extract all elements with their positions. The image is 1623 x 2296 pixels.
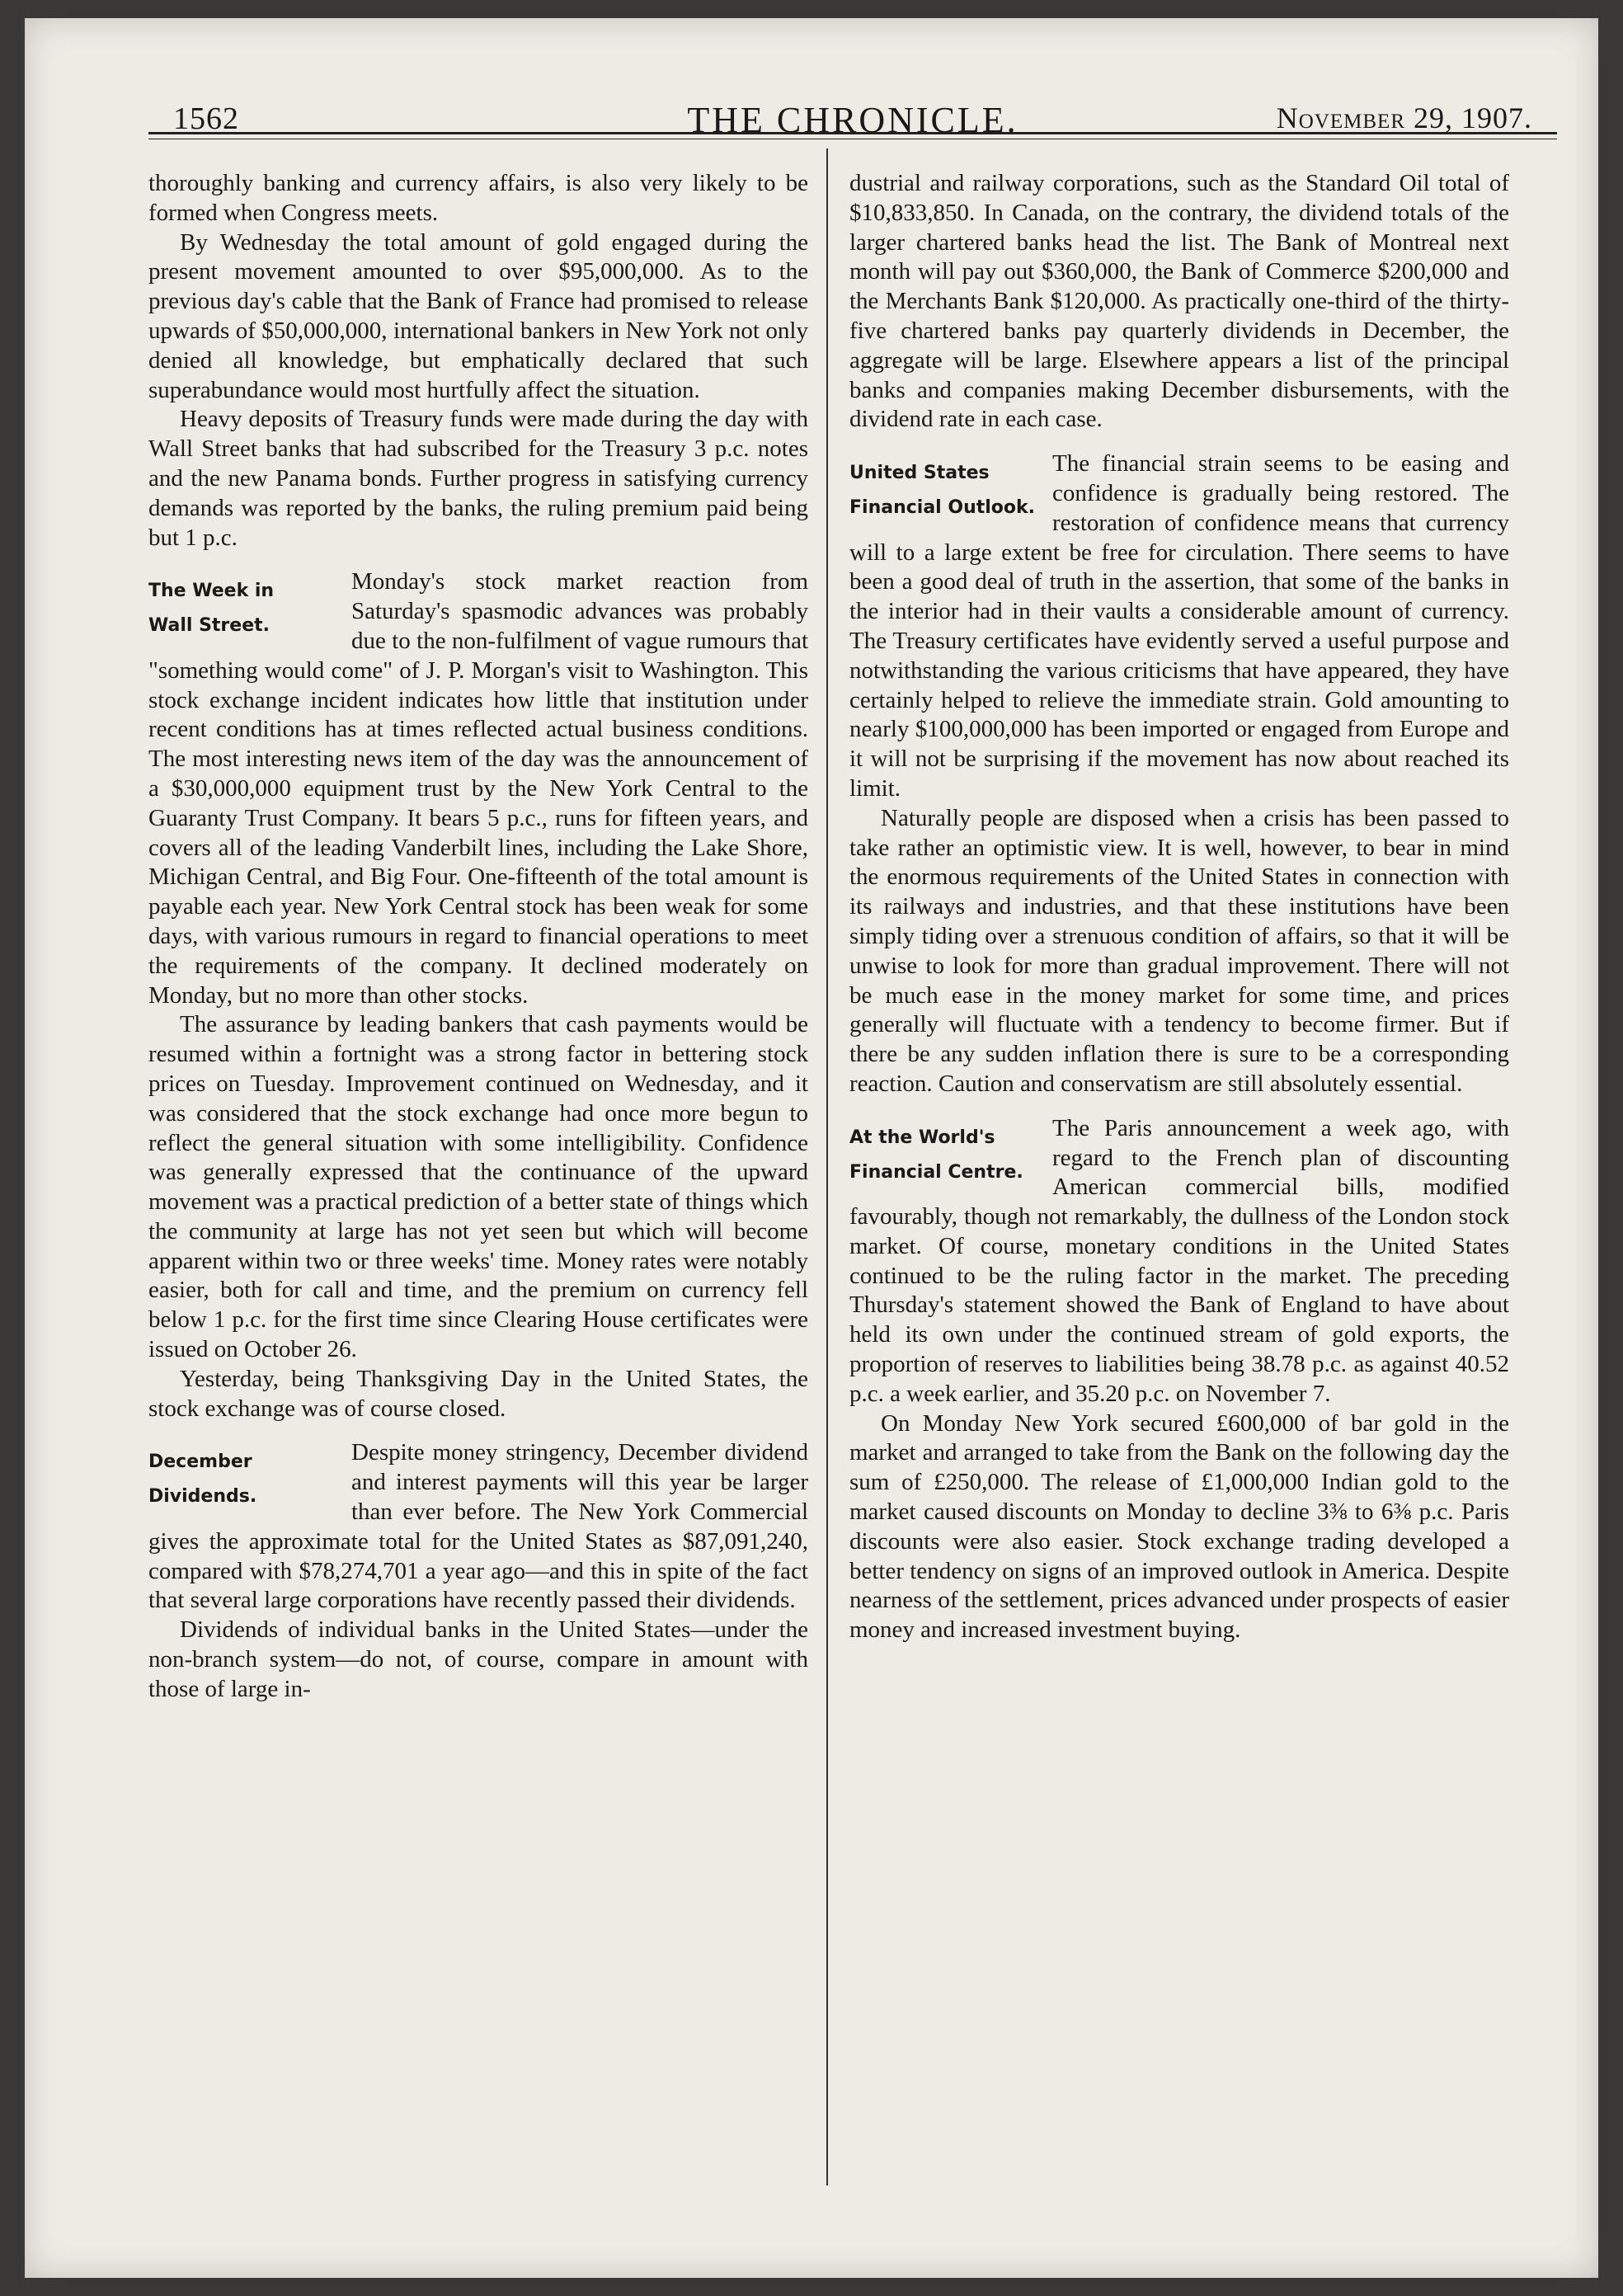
- column-divider: [826, 148, 828, 2185]
- section-december-dividends: [148, 1438, 808, 1704]
- paragraph: On Monday New York secured £600,000 of bar gold in the market and arranged to take from the Bank on the following day the sum of £250,000. The release of £1,000,000 Indian gold to the market caused discounts on Monday to decline 3⅜ to 6⅜ p.c. Paris discounts were also easier. Stock exchange trading developed a better tendency on signs of an improved outlook in America. Despite nearness of the settlement, prices advanced under prospects of easier money and increased investment buying.: [849, 1409, 1509, 1644]
- issue-date: November 29, 1907.: [1276, 101, 1532, 134]
- paragraph: The Paris announcement a week ago, with regard to the French plan of discounting American commercial bills, modified favourably, though not remarkably, the dullness of the London stock market. Of course, monetary conditions in the United States continued to be the ruling factor in the market. The preceding Thursday's statement showed the Bank of England to have about held its own under the continued stream of gold exports, the proportion of reserves to liabilities being 38.78 p.c. as against 40.52 p.c. a week earlier, and 35.20 p.c. on November 7.: [849, 1114, 1509, 1407]
- paragraph: dustrial and railway corporations, such as the Standard Oil total of $10,833,850. In Canada, on the contrary, the dividend totals of the larger chartered banks head the list. The Bank of Montreal next month will pay out $360,000, the Bank of Commerce $200,000 and the Merchants Bank $120,000. As practically one-third of the thirty-five chartered banks pay quarterly dividends in December, the aggregate will be large. Elsewhere appears a list of the principal banks and companies making December disbursements, with the dividend rate in each case.: [849, 170, 1509, 433]
- paragraph: Dividends of individual banks in the United States—under the non-branch system—do not, of course, compare in amount with those of large in-: [148, 1616, 808, 1702]
- publication-title: THE CHRONICLE.: [687, 100, 1018, 140]
- paragraph: The financial strain seems to be easing and confidence is gradually being restored. The restoration of confidence means that currency will to a large extent be free for circulation. There seems to have been a good deal of truth in the assertion, that some of the banks in the interior had in their vaults a considerable amount of currency. The Treasury certificates have evidently served a useful purpose and notwithstanding the various criticisms that have appeared, they have certainly helped to relieve the immediate strain. Gold amounting to nearly $100,000,000 has been imported or engaged from Europe and it will not be surprising if the movement has now about reached its limit.: [849, 450, 1509, 802]
- right-column: [849, 169, 1509, 1645]
- left-column: [148, 169, 808, 1705]
- page-header: [173, 92, 1532, 142]
- paragraph: Monday's stock market reaction from Saturday's spasmodic advances was probably due to the non-fulfilment of vague rumours that "something would come" of J. P. Morgan's visit to Washington. This stock exchange incident indicates how little that institution under recent conditions has at times reflected actual business conditions. The most interesting news item of the day was the announcement of a $30,000,000 equipment trust by the New York Central to the Guaranty Trust Company. It bears 5 p.c., runs for fifteen years, and covers all of the leading Vanderbilt lines, including the Lake Shore, Michigan Central, and Big Four. One-fifteenth of the total amount is payable each year. New York Central stock has been weak for some days, with various rumours in regard to financial operations to meet the requirements of the company. It declined moderately on Monday, but no more than other stocks.: [148, 568, 808, 1009]
- paragraph: By Wednesday the total amount of gold engaged during the present movement amounted to over $95,000,000. As to the previous day's cable that the Bank of France had promised to release upwards of $50,000,000, international bankers in New York not only denied all knowledge, but emphatically declared that such superabundance would most hurtfully affect the situation.: [148, 228, 808, 403]
- section-united-states-financial-outlook: [849, 449, 1509, 1099]
- section-week-in-wall-street: [148, 567, 808, 1423]
- paragraph: The assurance by leading bankers that cash payments would be resumed within a fortnight was a strong factor in bettering stock prices on Tuesday. Improvement continued on Wednesday, and it was considered that the stock exchange had once more begun to reflect the general situation with some intelligibility. Confidence was generally expressed that the continuance of the upward movement was a practical prediction of a better state of things which the community at large has not yet seen but which will become apparent within two or three weeks' time. Money rates were notably easier, both for call and time, and the premium on currency fell below 1 p.c. for the first time since Clearing House certificates were issued on October 26.: [148, 1011, 808, 1363]
- paragraph: Despite money stringency, December dividend and interest payments will this year be larger than ever before. The New York Commercial gives the approximate total for the United States as $87,091,240, compared with $78,274,701 a year ago—and this in spite of the fact that several large corporations have recently passed their dividends.: [148, 1439, 808, 1614]
- side-heading: December Dividends.: [148, 1451, 257, 1508]
- paragraph: Yesterday, being Thanksgiving Day in the United States, the stock exchange was of course closed.: [148, 1365, 808, 1422]
- paragraph: Naturally people are disposed when a crisis has been passed to take rather an optimistic view. It is well, however, to bear in mind the enormous requirements of the United States in connection with its railways and industries, and that these institutions have been simply tiding over a strenuous condition of affairs, so that it will be unwise to look for more than gradual improvement. There will not be much ease in the money market for some time, and prices generally will fluctuate with a tendency to become firmer. But if there be any sudden inflation there is sure to be a corresponding reaction. Caution and conservatism are still absolutely essential.: [849, 804, 1509, 1097]
- side-heading: At the World's Financial Centre.: [849, 1127, 1023, 1183]
- section-worlds-financial-centre: [849, 1114, 1509, 1645]
- side-heading: United States Financial Outlook.: [849, 463, 1036, 519]
- header-rule: [148, 132, 1557, 134]
- page-number: 1562: [173, 101, 239, 136]
- paragraph: Heavy deposits of Treasury funds were made during the day with Wall Street banks that had subscribed for the Treasury 3 p.c. notes and the new Panama bonds. Further progress in satisfying currency demands was reported by the banks, the ruling premium paid being but 1 p.c.: [148, 406, 808, 551]
- paragraph: thoroughly banking and currency affairs, is also very likely to be formed when Congress meets.: [148, 170, 808, 226]
- side-heading: The Week in Wall Street.: [148, 581, 275, 637]
